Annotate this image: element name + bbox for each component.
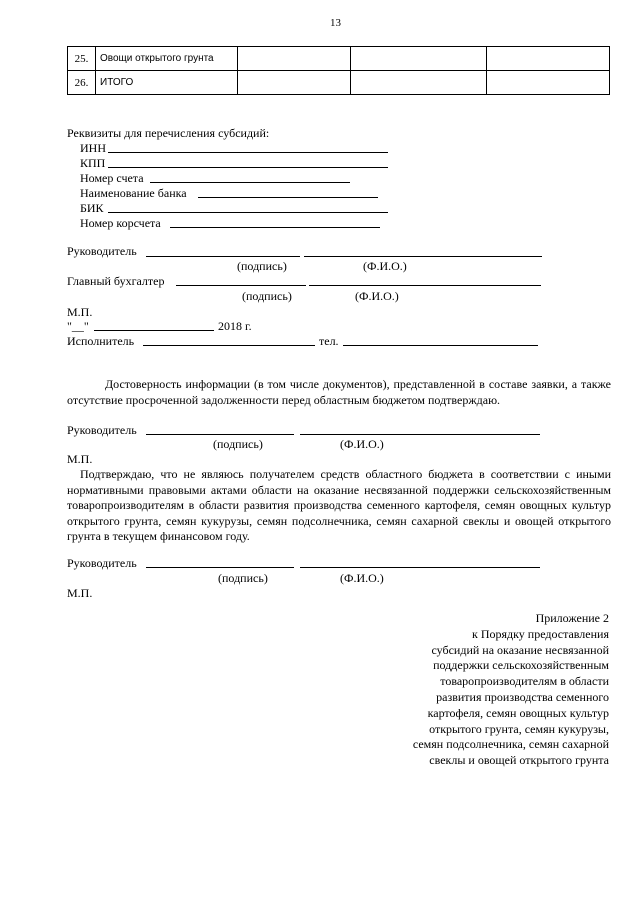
confirmation-paragraph-1: Достоверность информации (в том числе документов), представленной в составе заявки, а также отсутствие просроченной задолженности перед областным бюджетом подтверждаю. bbox=[67, 377, 611, 407]
confirmation-paragraph-2: Подтверждаю, что не являюсь получателем средств областного бюджета в соответствии с иными нормативными правовыми актами области на оказание несвязанной поддержки сельскохозяйственным товаропроизводителям в области развития производства семенного картофеля, семян овощных культур открытого грунта, семян кукурузы, семян подсолнечника, семян сахарной свеклы и овощей открытого грунта в текущем финансовом году. bbox=[67, 467, 611, 543]
phone-label: тел. bbox=[319, 334, 339, 348]
head-fio-field[interactable] bbox=[304, 256, 542, 257]
head-signature-field[interactable] bbox=[146, 256, 300, 257]
corr-field[interactable] bbox=[170, 227, 380, 228]
row-name: ИТОГО bbox=[96, 71, 238, 95]
appendix-line: свеклы и овощей открытого грунта bbox=[429, 753, 609, 768]
requisites-heading: Реквизиты для перечисления субсидий: bbox=[67, 126, 270, 140]
stamp-label: М.П. bbox=[67, 586, 93, 600]
kpp-field[interactable] bbox=[108, 167, 388, 168]
signature-caption: (подпись) bbox=[213, 437, 263, 451]
appendix-line: Приложение 2 bbox=[535, 611, 609, 625]
phone-field[interactable] bbox=[343, 345, 538, 346]
table-row bbox=[68, 47, 610, 71]
inn-label: ИНН bbox=[80, 141, 106, 155]
kpp-label: КПП bbox=[80, 156, 106, 170]
fio-caption: (Ф.И.О.) bbox=[340, 571, 384, 585]
appendix-line: картофеля, семян овощных культур bbox=[427, 705, 609, 720]
table-cell bbox=[238, 47, 351, 71]
subsidy-table bbox=[67, 46, 610, 95]
signature-caption: (подпись) bbox=[237, 259, 287, 273]
appendix-line: субсидий на оказание несвязанной bbox=[431, 642, 609, 657]
head-signature-field[interactable] bbox=[146, 567, 294, 568]
table-row bbox=[68, 71, 610, 95]
head-label: Руководитель bbox=[67, 423, 137, 437]
row-number: 26. bbox=[68, 71, 96, 95]
appendix-line: открытого грунта, семян кукурузы, bbox=[429, 721, 609, 736]
fio-caption: (Ф.И.О.) bbox=[355, 289, 399, 303]
page-number: 13 bbox=[330, 17, 341, 29]
accountant-label: Главный бухгалтер bbox=[67, 274, 165, 288]
date-field[interactable] bbox=[94, 330, 214, 331]
appendix-line: товаропроизводителям в области bbox=[440, 674, 609, 689]
bank-label: Наименование банка bbox=[80, 186, 187, 200]
accountant-signature-field[interactable] bbox=[176, 285, 306, 286]
table-cell bbox=[238, 71, 351, 95]
fio-caption: (Ф.И.О.) bbox=[340, 437, 384, 451]
appendix-heading bbox=[369, 611, 609, 769]
table-cell bbox=[351, 47, 487, 71]
appendix-line: к Порядку предоставления bbox=[471, 626, 609, 641]
appendix-line: развития производства семенного bbox=[436, 689, 609, 704]
fio-caption: (Ф.И.О.) bbox=[363, 259, 407, 273]
inn-field[interactable] bbox=[108, 152, 388, 153]
table-cell bbox=[351, 71, 487, 95]
head-label: Руководитель bbox=[67, 556, 137, 570]
table-cell bbox=[487, 47, 610, 71]
signature-caption: (подпись) bbox=[242, 289, 292, 303]
account-field[interactable] bbox=[150, 182, 350, 183]
bik-label: БИК bbox=[80, 201, 104, 215]
head-fio-field[interactable] bbox=[300, 434, 540, 435]
table-cell bbox=[487, 71, 610, 95]
signature-caption: (подпись) bbox=[218, 571, 268, 585]
head-signature-field[interactable] bbox=[146, 434, 294, 435]
bank-field[interactable] bbox=[198, 197, 378, 198]
stamp-label: М.П. bbox=[67, 452, 93, 466]
head-fio-field[interactable] bbox=[300, 567, 540, 568]
stamp-label: М.П. bbox=[67, 305, 93, 319]
corr-label: Номер корсчета bbox=[80, 216, 161, 230]
row-name: Овощи открытого грунта bbox=[96, 47, 238, 71]
executor-label: Исполнитель bbox=[67, 334, 135, 348]
appendix-line: семян подсолнечника, семян сахарной bbox=[412, 737, 609, 752]
account-label: Номер счета bbox=[80, 171, 144, 185]
appendix-line: поддержки сельскохозяйственным bbox=[433, 658, 609, 673]
date-year: 2018 г. bbox=[218, 319, 252, 333]
date-prefix: "__" bbox=[67, 319, 89, 333]
accountant-fio-field[interactable] bbox=[309, 285, 541, 286]
executor-field[interactable] bbox=[143, 345, 315, 346]
bik-field[interactable] bbox=[108, 212, 388, 213]
head-label: Руководитель bbox=[67, 244, 137, 258]
row-number: 25. bbox=[68, 47, 96, 71]
